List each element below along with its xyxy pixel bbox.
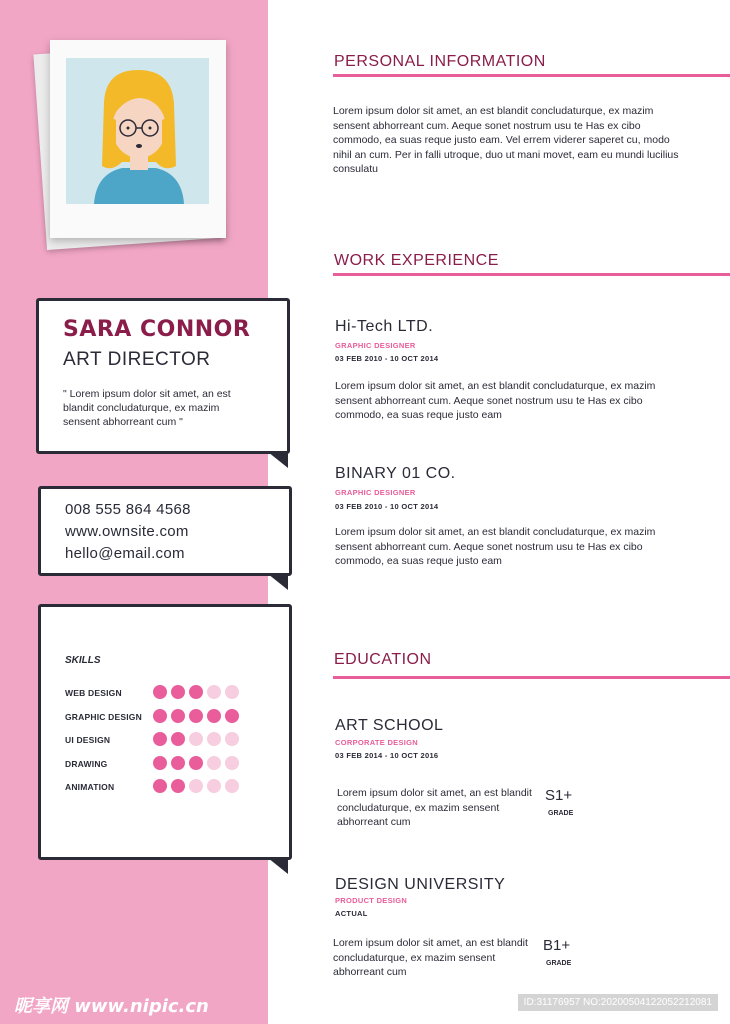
profile-quote: " Lorem ipsum dolor sit amet, an est blandit concludaturque, ex mazim sensent abhorreant cum " [63, 388, 231, 428]
education-entry-school: ART SCHOOL [335, 717, 444, 734]
education-section-title: EDUCATION [334, 651, 432, 668]
work-entry-company: BINARY 01 CO. [335, 465, 456, 482]
work-entry-company: Hi-Tech LTD. [335, 318, 434, 335]
work-entry-text: Lorem ipsum dolor sit amet, an est blandit concludaturque, ex mazim sensent abhorreant cum. Aeque sonet nostrum usu te Has ex cibo commodo, ea suas reque justo eam [335, 526, 656, 567]
contact-card-tail [268, 574, 288, 590]
skill-label: ANIMATION [65, 782, 115, 792]
skill-dot-empty [189, 779, 203, 793]
education-entry-field: CORPORATE DESIGN [335, 738, 419, 747]
profile-photo-frame [50, 40, 226, 238]
skill-dot-filled [153, 732, 167, 746]
work-entry-role: GRAPHIC DESIGNER [335, 341, 416, 350]
skill-row [65, 732, 275, 750]
profile-role: ART DIRECTOR [63, 349, 211, 370]
profile-name: SARA CONNOR [63, 317, 251, 342]
skill-dot-empty [207, 756, 221, 770]
skill-level-dots [153, 709, 239, 723]
watermark-site: 昵享网 www.nipic.cn [14, 996, 209, 1017]
skill-dot-filled [225, 709, 239, 723]
education-grade-label: GRADE [546, 960, 572, 967]
skill-row [65, 709, 275, 727]
skill-dot-filled [189, 685, 203, 699]
skills-card [38, 604, 292, 860]
skill-dot-filled [171, 732, 185, 746]
skill-dot-empty [225, 732, 239, 746]
skill-dot-empty [225, 756, 239, 770]
skill-label: DRAWING [65, 758, 108, 769]
contact-card [38, 486, 292, 576]
skill-dot-filled [153, 756, 167, 770]
skill-dot-filled [171, 685, 185, 699]
education-grade: B1+ [543, 937, 571, 954]
skill-dot-empty [189, 732, 203, 746]
education-entry-school: DESIGN UNIVERSITY [335, 876, 506, 893]
skill-dot-filled [189, 709, 203, 723]
skill-row [65, 779, 275, 797]
education-grade: S1+ [545, 787, 573, 804]
contact-phone[interactable]: 008 555 864 4568 [65, 501, 191, 518]
skill-level-dots [153, 756, 239, 770]
skill-dot-filled [207, 709, 221, 723]
skill-label: GRAPHIC DESIGN [65, 711, 142, 722]
avatar [66, 58, 209, 204]
profile-card [36, 298, 290, 454]
skill-dot-filled [171, 756, 185, 770]
skill-dot-empty [225, 685, 239, 699]
personal-section-title: PERSONAL INFORMATION [334, 53, 546, 70]
skill-label: UI DESIGN [65, 735, 111, 745]
contact-website[interactable]: www.ownsite.com [65, 523, 189, 540]
education-section-rule [333, 676, 730, 679]
skill-level-dots [153, 685, 239, 699]
profile-card-tail [268, 452, 288, 468]
education-entry-field: PRODUCT DESIGN [335, 896, 408, 905]
watermark-id: ID:31176957 NO:20200504122052212081 [518, 994, 718, 1011]
education-entry-date: 03 FEB 2014 - 10 OCT 2016 [335, 751, 439, 760]
education-entry-text: Lorem ipsum dolor sit amet, an est blandit concludaturque, ex mazim sensent abhorreant cum [337, 787, 532, 828]
skill-level-dots [153, 732, 239, 746]
skill-dot-empty [207, 685, 221, 699]
skills-card-tail [268, 858, 288, 874]
work-entry-date: 03 FEB 2010 - 10 OCT 2014 [335, 502, 439, 511]
education-entry-text: Lorem ipsum dolor sit amet, an est blandit concludaturque, ex mazim sensent abhorreant cum [333, 937, 528, 978]
skill-dot-filled [153, 685, 167, 699]
skill-dot-filled [189, 756, 203, 770]
work-entry-role: GRAPHIC DESIGNER [335, 488, 416, 497]
work-entry-date: 03 FEB 2010 - 10 OCT 2014 [335, 354, 439, 363]
personal-text: Lorem ipsum dolor sit amet, an est blandit concludaturque, ex mazim sensent abhorreant cum. Aeque sonet nostrum usu te Has ex cibo commodo, ea suas reque justo eam. Vel errem viderer saperet cu, modo nihil an cum. Per in falli utroque, duo ut mani movet, eam eu mundi lucilius consulatu [333, 105, 679, 175]
work-section-title: WORK EXPERIENCE [334, 252, 499, 269]
skill-dot-empty [207, 779, 221, 793]
education-grade-label: GRADE [548, 810, 574, 817]
work-entry-text: Lorem ipsum dolor sit amet, an est blandit concludaturque, ex mazim sensent abhorreant cum. Aeque sonet nostrum usu te Has ex cibo commodo, ea suas reque justo eam [335, 380, 656, 421]
skill-dot-filled [153, 709, 167, 723]
personal-section-rule [333, 74, 730, 77]
skill-dot-filled [153, 779, 167, 793]
skill-dot-empty [225, 779, 239, 793]
education-entry-date: ACTUAL [335, 909, 368, 918]
skill-dot-filled [171, 779, 185, 793]
skill-row [65, 756, 275, 774]
skill-dot-filled [171, 709, 185, 723]
skill-dot-empty [207, 732, 221, 746]
work-section-rule [333, 273, 730, 276]
contact-email[interactable]: hello@email.com [65, 545, 185, 562]
skills-title: SKILLS [65, 655, 101, 666]
skill-level-dots [153, 779, 239, 793]
skill-label: WEB DESIGN [65, 688, 122, 698]
skill-row [65, 685, 275, 703]
